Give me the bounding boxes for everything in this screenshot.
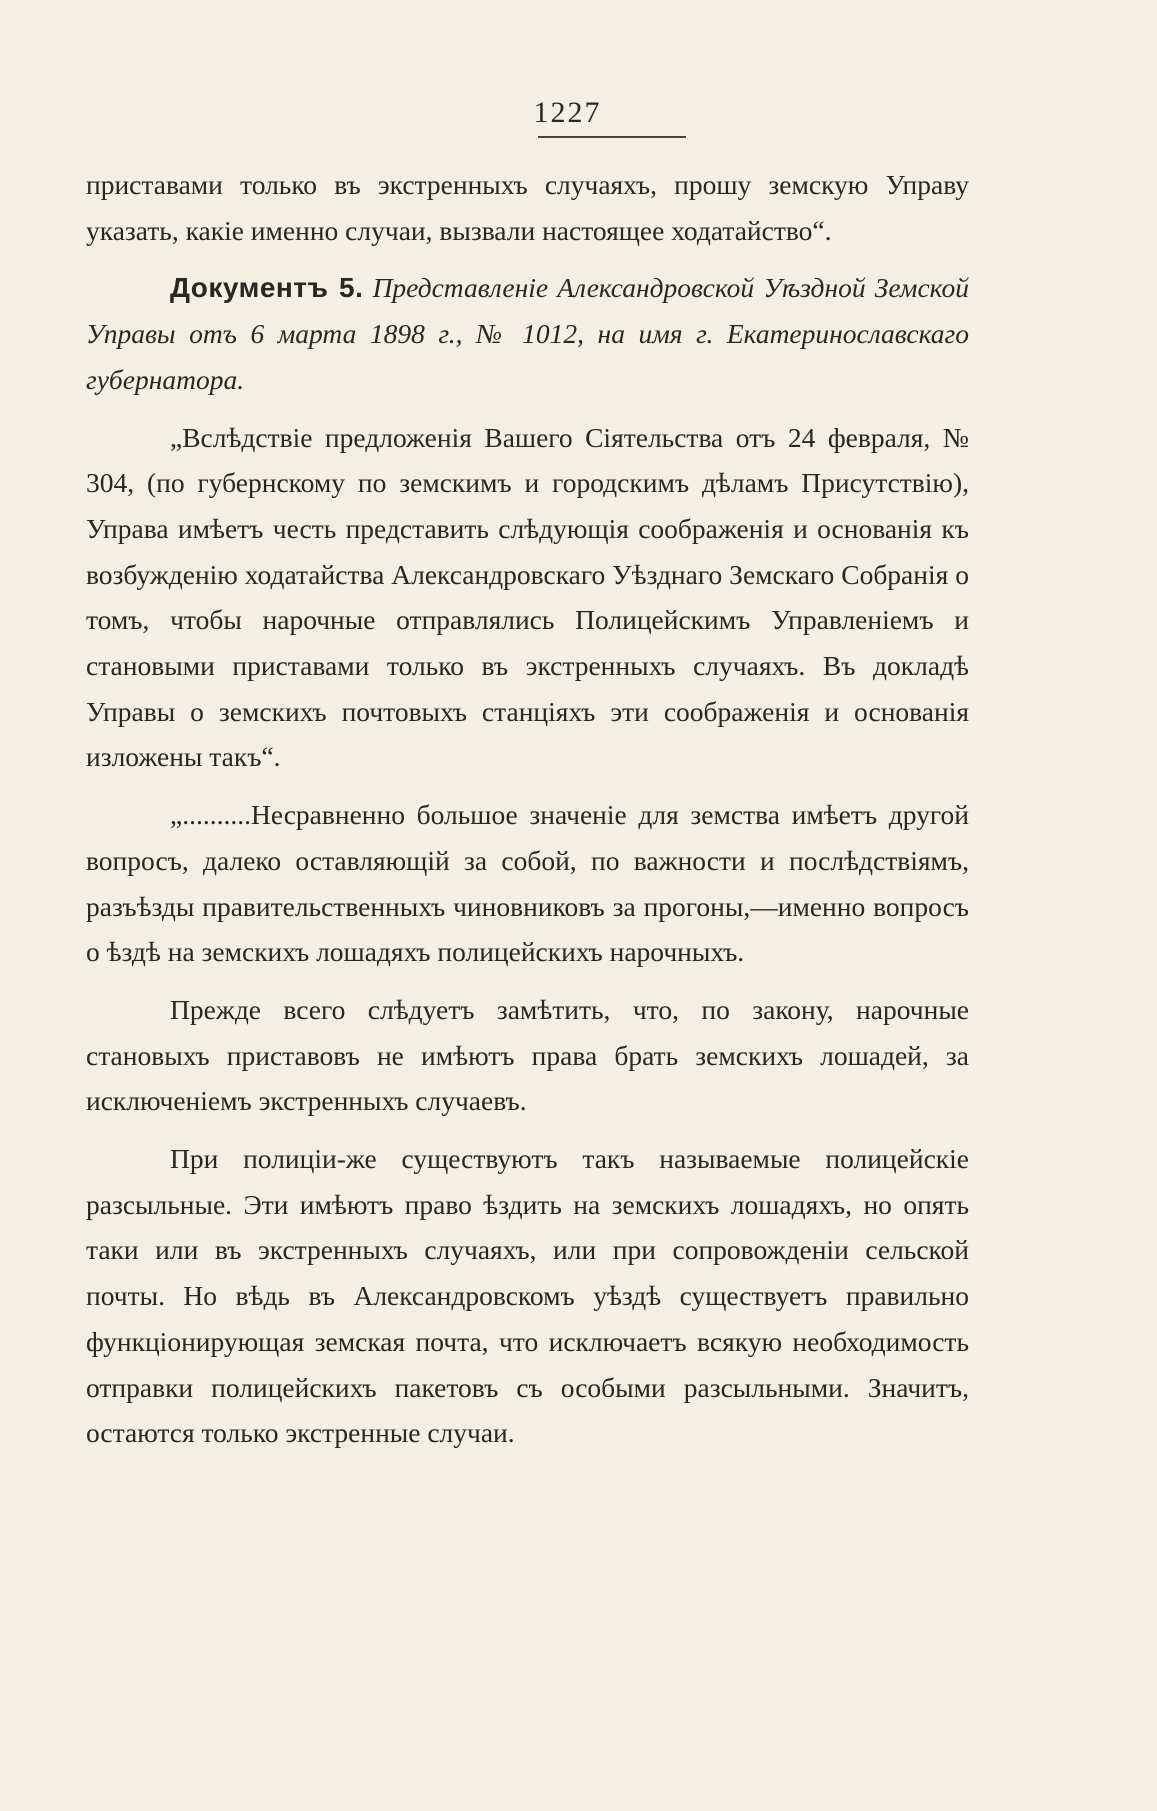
paragraph-quote-2: „..........Несравненно большое значеніе для земства имѣетъ другой вопросъ, далеко оставляющій за собой, по важности и послѣдствіямъ, разъѣзды правительственныхъ чиновниковъ за прогоны,—именно вопросъ о ѣздѣ на земскихъ лошадяхъ полицейскихъ нарочныхъ. bbox=[86, 799, 969, 968]
paragraph-continuation: приставами только въ экстренныхъ случаяхъ, прошу земскую Управу указать, какіе именно случаи, вызвали настоящее ходатайство“. bbox=[86, 169, 969, 246]
paragraph-3: Прежде всего слѣдуетъ замѣтить, что, по закону, нарочные становыхъ приставовъ не имѣютъ права брать земскихъ лошадей, за исключеніемъ экстренныхъ случаевъ. bbox=[86, 993, 969, 1117]
body-text bbox=[86, 162, 969, 1456]
page-number-rule bbox=[538, 136, 686, 138]
document-title: Представленіе Александровской Уѣздной Земской Управы отъ 6 марта 1898 г., № 1012, на имя г. Екатеринославскаго губернатора. bbox=[86, 272, 969, 395]
document-label: Документъ 5. bbox=[170, 272, 364, 304]
paragraph-quote-1: „Вслѣдствіе предложенія Вашего Сіятельства отъ 24 февраля, № 304, (по губернскому по земскимъ и городскимъ дѣламъ Присутствію), Управа имѣетъ честь представить слѣдующія соображенія и основанія къ возбужденію ходатайства Александровскаго Уѣзднаго Земскаго Собранія о томъ, чтобы нарочные отправлялись Полицейскимъ Управленіемъ и становыми приставами только въ экстренныхъ случаяхъ. Въ докладѣ Управы о земскихъ почтовыхъ станціяхъ эти соображенія и основанія изложены такъ“. bbox=[86, 421, 969, 773]
document-heading bbox=[86, 265, 969, 402]
page-number: 1227 bbox=[533, 96, 602, 129]
paragraph-4: При полиціи-же существуютъ такъ называемые полицейскіе разсыльные. Эти имѣютъ право ѣздить на земскихъ лошадяхъ, но опять таки или въ экстренныхъ случаяхъ, или при сопровожденіи сельской почты. Но вѣдь въ Александровскомъ уѣздѣ существуетъ правильно функціонирующая земская почта, что исключаетъ всякую необходимость отправки полицейскихъ пакетовъ съ особыми разсыльными. Значитъ, остаются только экстренные случаи. bbox=[86, 1143, 969, 1449]
